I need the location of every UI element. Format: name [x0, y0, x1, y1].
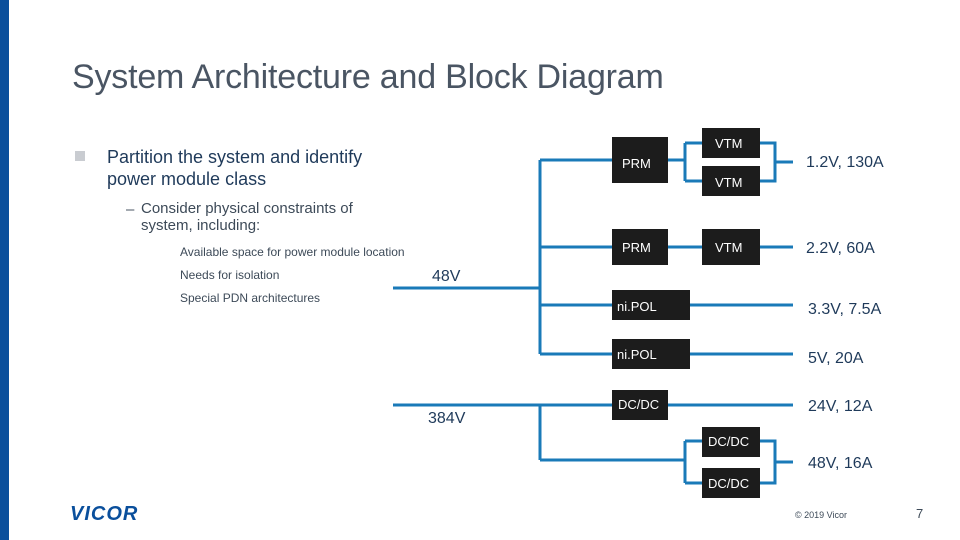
vtm-label: VTM [715, 240, 743, 255]
bullet-level-2: Consider physical constraints of system, including: [141, 200, 353, 234]
vtm-module-row1-top [702, 128, 760, 158]
page-number: 7 [916, 506, 924, 521]
output-label-row2: 2.2V, 60A [806, 240, 875, 257]
bus-48v-label: 48V [432, 268, 461, 285]
output-label-row1: 1.2V, 130A [806, 154, 884, 171]
dash-marker: – [126, 201, 135, 218]
nipol-label: ni.POL [617, 347, 657, 362]
dcdc-label: DC/DC [708, 434, 750, 449]
dcdc-module-row6-top [702, 427, 760, 457]
dcdc-module-row5 [612, 390, 668, 420]
bus-48v-wire [393, 160, 540, 354]
output-label-row5: 24V, 12A [808, 398, 873, 415]
nipol-module-row4 [612, 339, 690, 369]
output-label-row4: 5V, 20A [808, 350, 864, 367]
vtm-label: VTM [715, 136, 743, 151]
vtm-output-wire [760, 143, 793, 181]
dcdc-label: DC/DC [618, 397, 660, 412]
dcdc-label: DC/DC [708, 476, 750, 491]
prm-module-row2 [612, 229, 668, 265]
nipol-label: ni.POL [617, 299, 657, 314]
vicor-logo [70, 503, 154, 528]
prm-module-row1 [612, 137, 668, 183]
prm-to-vtm-wire [668, 143, 685, 181]
nipol-module-row3 [612, 290, 690, 320]
dcdc-feed-wire [685, 441, 702, 483]
vtm-feed-wire [685, 143, 702, 181]
prm-label: PRM [622, 240, 651, 255]
copyright: © 2019 Vicor [795, 510, 847, 520]
bus-384v-label: 384V [428, 410, 466, 427]
prm-label: PRM [622, 156, 651, 171]
vtm-label: VTM [715, 175, 743, 190]
vicor-logo-text: VICOR [70, 503, 139, 523]
sub-bullet-isolation: Needs for isolation [180, 268, 280, 282]
output-label-row6: 48V, 16A [808, 455, 873, 472]
sub-bullet-space: Available space for power module location [180, 245, 405, 259]
bullet-level-1: Partition the system and identify power module class [107, 147, 363, 189]
sub-bullet-pdn: Special PDN architectures [180, 291, 321, 305]
vtm-module-row1-bottom [702, 166, 760, 196]
bus-384v-wire [393, 405, 540, 460]
vtm-module-row2 [702, 229, 760, 265]
dcdc-module-row6-bottom [702, 468, 760, 498]
slide-title: System Architecture and Block Diagram [72, 58, 664, 96]
dcdc-output-wire [760, 441, 793, 483]
output-label-row3: 3.3V, 7.5A [808, 301, 882, 318]
